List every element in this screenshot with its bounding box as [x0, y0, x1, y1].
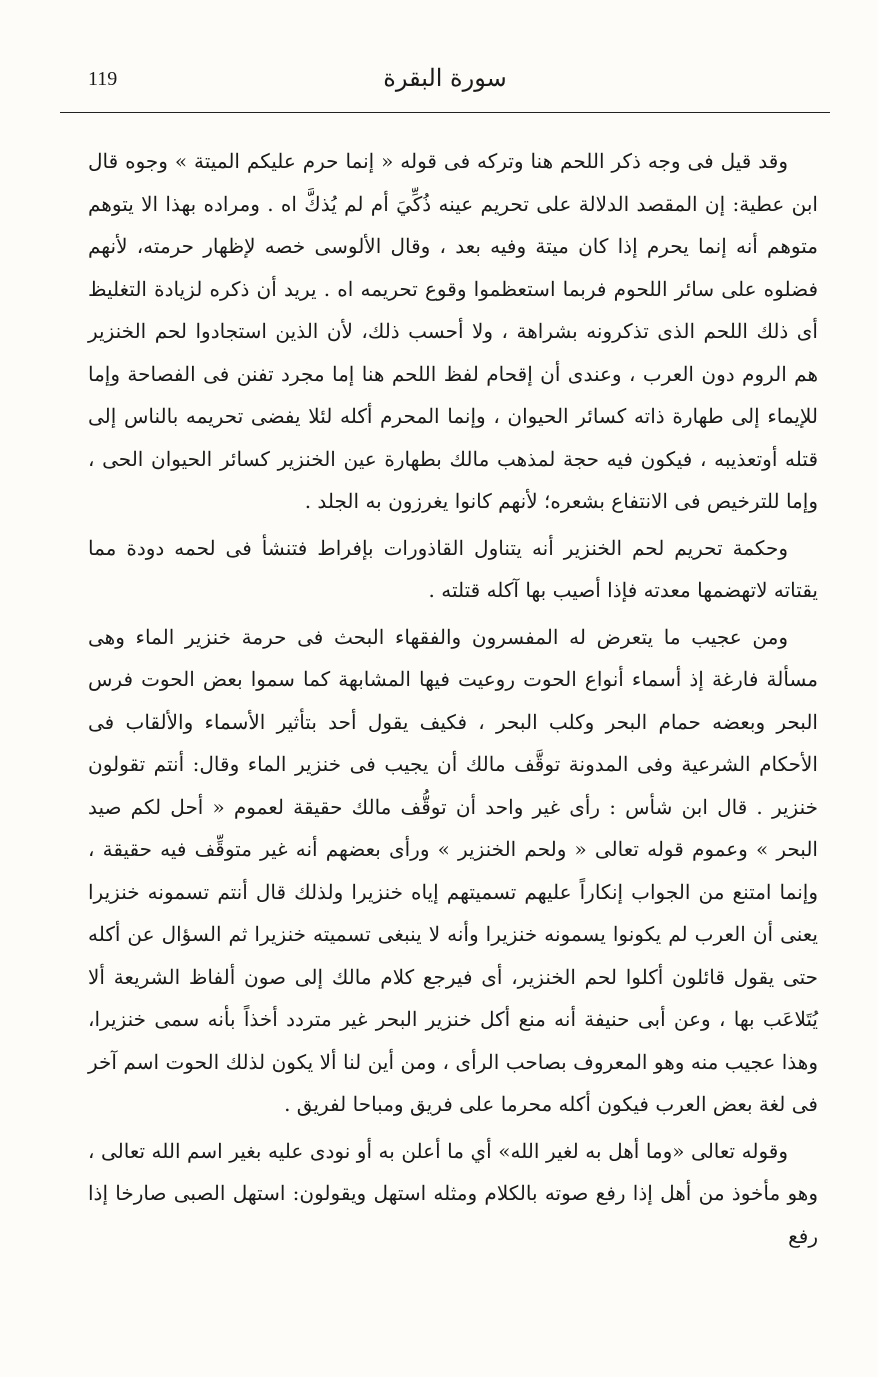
page-number: 119 — [88, 68, 118, 90]
paragraph-3: ومن عجيب ما يتعرض له المفسرون والفقهاء البحث فى حرمة خنزير الماء وهى مسألة فارغة إذ أسماء أنواع الحوت روعيت فيها المشابهة كما سموا بعض الحوت فرس البحر وبعضه حمام البحر وكلب البحر ، فكيف يقول أحد بتأثير الأسماء والألقاب فى الأحكام الشرعية وفى المدونة توقَّف مالك أن يجيب فى خنزير الماء وقال: أنتم تقولون خنزير . قال ابن شأس : رأى غير واحد أن توقُّف مالك حقيقة لعموم « أحل لكم صيد البحر » وعموم قوله تعالى « ولحم الخنزير » ورأى بعضهم أنه غير متوقِّف فيه حقيقة ، وإنما امتنع من الجواب إنكاراً عليهم تسميتهم إياه خنزيرا ولذلك قال أنتم تسمونه خنزيرا يعنى أن العرب لم يكونوا يسمونه خنزيرا وأنه لا ينبغى تسميته خنزيرا ثم السؤال عن أكله حتى يقول قائلون أكلوا لحم الخنزير، أى فيرجع كلام مالك إلى صون ألفاظ الشريعة ألا يُتَلاعَب بها ، وعن أبى حنيفة أنه منع أكل خنزير البحر غير متردد أخذاً بأنه سمى خنزيرا، وهذا عجيب منه وهو المعروف بصاحب الرأى ، ومن أين لنا ألا يكون لذلك الحوت اسم آخر فى لغة بعض العرب فيكون أكله محرما على فريق ومباحا لفريق . — [88, 624, 818, 1116]
running-title: سورة البقرة — [383, 64, 507, 92]
paragraph-1: وقد قيل فى وجه ذكر اللحم هنا وتركه فى قوله « إنما حرم عليكم الميتة » وجوه قال ابن عطية: إن المقصد الدلالة على تحريم عينه ذُكِّيَ أم لم يُذكَّ اه . ومراده بهذا الا يتوهم متوهم أنه إنما يحرم إذا كان ميتة وفيه بعد ، وقال الألوسى خصه لإظهار حرمته، لأنهم فضلوه على سائر اللحوم فربما استعظموا وقوع تحريمه اه . يريد أن ذكره لزيادة التغليظ أى ذلك اللحم الذى تذكرونه بشراهة ، ولا أحسب ذلك، لأن الذين استجادوا لحم الخنزير هم الروم دون العرب ، وعندى أن إقحام لفظ اللحم هنا إما مجرد تفنن فى الفصاحة وإما للإيماء إلى طهارة ذاته كسائر الحيوان ، وإنما المحرم أكله لئلا يفضى تحريمه بالناس إلى قتله أوتعذيبه ، فيكون فيه حجة لمذهب مالك بطهارة عين الخنزير كسائر الحيوان الحى ، وإما للترخيص فى الانتفاع بشعره؛ لأنهم كانوا يغرزون به الجلد . — [88, 149, 818, 513]
paragraph-4: وقوله تعالى «وما أهل به لغير الله» أي ما أعلن به أو نودى عليه بغير اسم الله تعالى ، وهو مأخوذ من أهل إذا رفع صوته بالكلام ومثله استهل ويقولون: استهل الصبى صارخا إذا رفع — [88, 1138, 818, 1248]
body-text — [88, 140, 818, 1257]
page-header — [60, 60, 830, 110]
header-rule — [60, 112, 830, 113]
paragraph-2: وحكمة تحريم لحم الخنزير أنه يتناول القاذورات بإفراط فتنشأ فى لحمه دودة مما يقتاته لاتهضمها معدته فإذا أصيب بها آكله قتلته . — [88, 535, 818, 602]
